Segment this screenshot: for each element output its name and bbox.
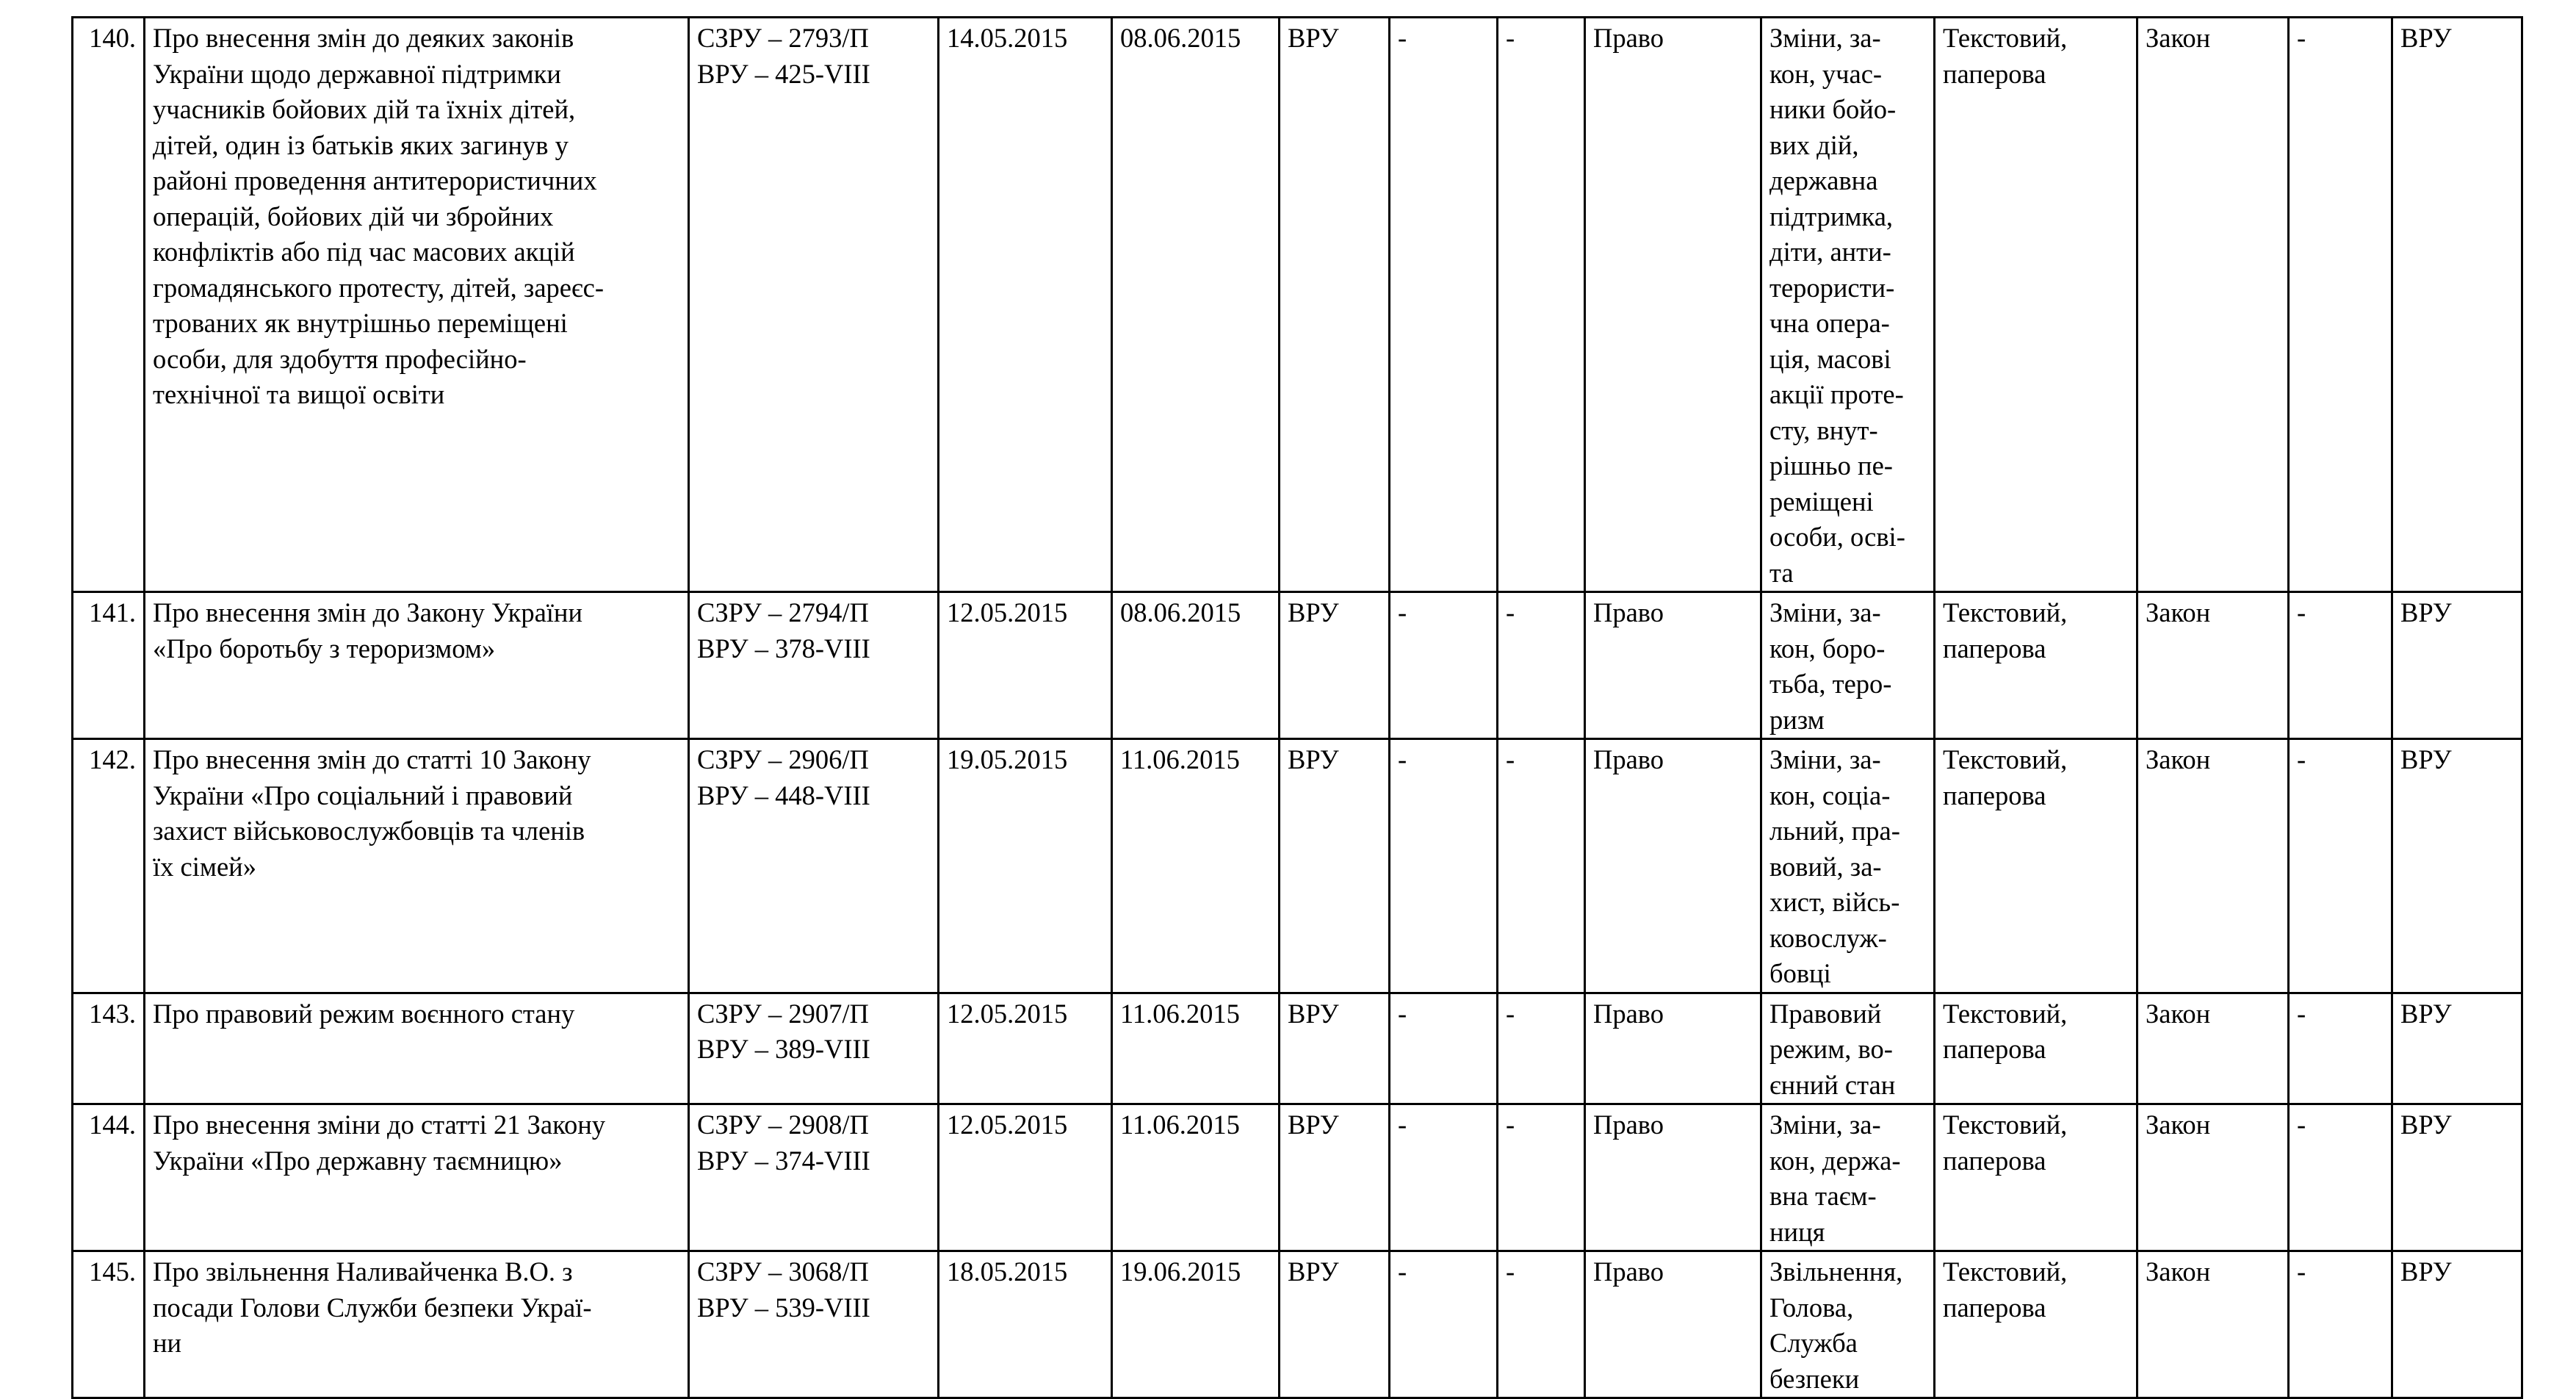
format: Текстовий, паперова — [1935, 993, 2137, 1104]
empty-marker: - — [1498, 1104, 1585, 1251]
issuer: ВРУ — [1280, 993, 1390, 1104]
empty-marker: - — [1498, 739, 1585, 993]
category: Право — [1585, 18, 1761, 592]
date-adopted: 18.05.2015 — [939, 1251, 1112, 1398]
issuer: ВРУ — [1280, 1251, 1390, 1398]
empty-marker: - — [1390, 993, 1498, 1104]
keywords: Зміни, за- кон, учас- ники бойо- вих дій, державна підтримка, діти, анти- терористи- чна опера- ція, масові акції проте- сту, внут- рішньо пе- реміщені особи, осві- та — [1761, 18, 1935, 592]
registration-reference: СЗРУ – 2793/П ВРУ – 425-VIII — [689, 18, 939, 592]
date-published: 11.06.2015 — [1112, 739, 1280, 993]
keywords: Зміни, за- кон, соціа- льний, пра- вовий, за- хист, війсь- ковослуж- бовці — [1761, 739, 1935, 993]
document-title: Про внесення змін до деяких законів України щодо державної підтримки учасників бойових дій та їхніх дітей, дітей, один із батьків яких загинув у районі проведення антитерористичних операцій, бойових дій чи збройних конфліктів або під час масових акцій громадянського протесту, дітей, зареєс- трованих як внутрішньо переміщені особи, для здобуття професійно- технічної та вищої освіти — [145, 18, 689, 592]
empty-marker: - — [1498, 18, 1585, 592]
table-row — [73, 993, 2522, 1104]
empty-marker: - — [2289, 1251, 2392, 1398]
empty-marker: - — [1390, 1104, 1498, 1251]
registration-reference: СЗРУ – 2907/П ВРУ – 389-VIII — [689, 993, 939, 1104]
issuer: ВРУ — [1280, 1104, 1390, 1251]
keywords: Звільнення, Голова, Служба безпеки — [1761, 1251, 1935, 1398]
table-row — [73, 739, 2522, 993]
format: Текстовий, паперова — [1935, 18, 2137, 592]
empty-marker: - — [1390, 592, 1498, 739]
format: Текстовий, паперова — [1935, 1251, 2137, 1398]
format: Текстовий, паперова — [1935, 592, 2137, 739]
date-adopted: 19.05.2015 — [939, 739, 1112, 993]
owner: ВРУ — [2392, 18, 2522, 592]
category: Право — [1585, 1251, 1761, 1398]
keywords: Зміни, за- кон, держа- вна таєм- ниця — [1761, 1104, 1935, 1251]
document-title: Про внесення зміни до статті 21 Закону України «Про державну таємницю» — [145, 1104, 689, 1251]
document-type: Закон — [2137, 18, 2289, 592]
format: Текстовий, паперова — [1935, 739, 2137, 993]
row-number: 145. — [73, 1251, 145, 1398]
registration-reference: СЗРУ – 2794/П ВРУ – 378-VIII — [689, 592, 939, 739]
date-published: 08.06.2015 — [1112, 18, 1280, 592]
empty-marker: - — [2289, 592, 2392, 739]
empty-marker: - — [2289, 739, 2392, 993]
document-type: Закон — [2137, 739, 2289, 993]
keywords: Зміни, за- кон, боро- тьба, теро- ризм — [1761, 592, 1935, 739]
empty-marker: - — [1390, 739, 1498, 993]
document-type: Закон — [2137, 1251, 2289, 1398]
table-row — [73, 1104, 2522, 1251]
empty-marker: - — [1390, 1251, 1498, 1398]
empty-marker: - — [2289, 993, 2392, 1104]
row-number: 143. — [73, 993, 145, 1104]
document-title: Про внесення змін до статті 10 Закону України «Про соціальний і правовий захист військовослужбовців та членів їх сімей» — [145, 739, 689, 993]
category: Право — [1585, 993, 1761, 1104]
owner: ВРУ — [2392, 993, 2522, 1104]
date-published: 11.06.2015 — [1112, 993, 1280, 1104]
table-row — [73, 1251, 2522, 1398]
category: Право — [1585, 739, 1761, 993]
category: Право — [1585, 592, 1761, 739]
empty-marker: - — [1498, 592, 1585, 739]
date-adopted: 12.05.2015 — [939, 993, 1112, 1104]
format: Текстовий, паперова — [1935, 1104, 2137, 1251]
category: Право — [1585, 1104, 1761, 1251]
document-title: Про звільнення Наливайченка В.О. з посади Голови Служби безпеки Украї- ни — [145, 1251, 689, 1398]
owner: ВРУ — [2392, 739, 2522, 993]
registration-reference: СЗРУ – 3068/П ВРУ – 539-VIII — [689, 1251, 939, 1398]
issuer: ВРУ — [1280, 592, 1390, 739]
owner: ВРУ — [2392, 1251, 2522, 1398]
row-number: 141. — [73, 592, 145, 739]
date-adopted: 14.05.2015 — [939, 18, 1112, 592]
table-row — [73, 592, 2522, 739]
registration-reference: СЗРУ – 2908/П ВРУ – 374-VIII — [689, 1104, 939, 1251]
registration-reference: СЗРУ – 2906/П ВРУ – 448-VIII — [689, 739, 939, 993]
keywords: Правовий режим, во- єнний стан — [1761, 993, 1935, 1104]
document-type: Закон — [2137, 1104, 2289, 1251]
date-adopted: 12.05.2015 — [939, 1104, 1112, 1251]
date-published: 19.06.2015 — [1112, 1251, 1280, 1398]
empty-marker: - — [2289, 18, 2392, 592]
date-published: 08.06.2015 — [1112, 592, 1280, 739]
empty-marker: - — [2289, 1104, 2392, 1251]
date-published: 11.06.2015 — [1112, 1104, 1280, 1251]
empty-marker: - — [1498, 993, 1585, 1104]
empty-marker: - — [1390, 18, 1498, 592]
date-adopted: 12.05.2015 — [939, 592, 1112, 739]
table-row — [73, 18, 2522, 592]
issuer: ВРУ — [1280, 18, 1390, 592]
document-type: Закон — [2137, 993, 2289, 1104]
document-registry-table — [71, 16, 2523, 1399]
row-number: 144. — [73, 1104, 145, 1251]
document-title: Про внесення змін до Закону України «Про боротьбу з тероризмом» — [145, 592, 689, 739]
row-number: 142. — [73, 739, 145, 993]
owner: ВРУ — [2392, 1104, 2522, 1251]
document-title: Про правовий режим воєнного стану — [145, 993, 689, 1104]
owner: ВРУ — [2392, 592, 2522, 739]
document-type: Закон — [2137, 592, 2289, 739]
empty-marker: - — [1498, 1251, 1585, 1398]
issuer: ВРУ — [1280, 739, 1390, 993]
row-number: 140. — [73, 18, 145, 592]
